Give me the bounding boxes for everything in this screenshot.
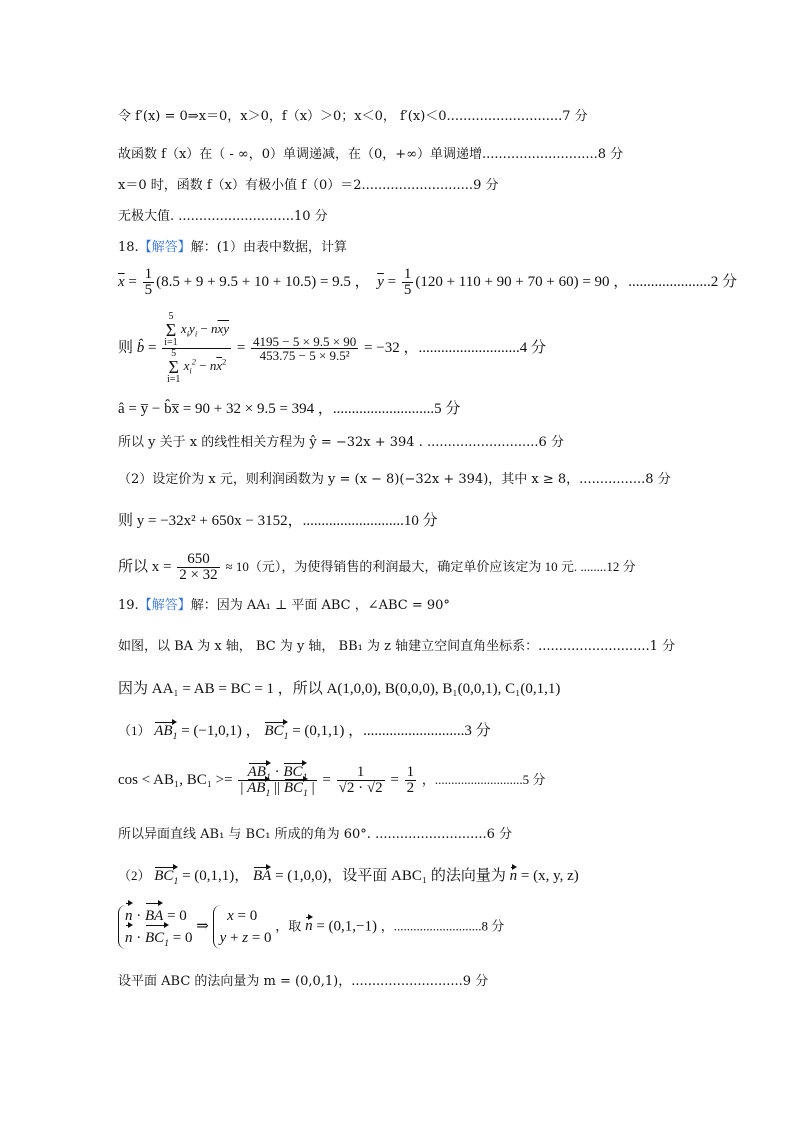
line-profit-function: （2）设定价为 x 元，则利润函数为 y = (x − 8)(−32x + 394)，其中 x ≥ 8，................8 分 — [118, 472, 671, 487]
question-number: 18. — [118, 240, 139, 255]
line-monotonic: 故函数 f（x）在（ - ∞，0）单调递减，在（0，+∞）单调递增............................8 分 — [118, 147, 624, 162]
line-cosine: cos < AB₁, BC₁ >= $\frac{AB_1 \cdot BC_1}{| AB_1 || BC_1 |}$ = $\frac{1}{√2 \cdot √2}$ = $\frac{1}{2}$ ，...........................5 分 — [118, 764, 546, 799]
question-text: 解：因为 AA₁ ⊥ 平面 ABC ，∠ABC = 90° — [190, 598, 450, 613]
line-minimum: x＝0 时，函数 f（x）有极小值 f（0）＝2...........................9 分 — [118, 178, 499, 193]
line-no-maximum: 无极大值. ............................10 分 — [118, 209, 328, 224]
line-expanded: 则 y = −32x² + 650x − 3152，...........................10 分 — [118, 513, 438, 529]
question-19-header — [118, 599, 450, 612]
line-system: n · BA = 0 $n \cdot BC_1 = 0$ ⇒ x = 0 y + z = 0 ，取 n = (0,1,−1) ，...........................8 分 — [118, 905, 504, 949]
answer-tag: 【解答】 — [138, 598, 191, 613]
line-b-hat: 则 b̂ = 5 Σ i=1 $x_iy_i - n\overline{xy}$ 5 Σ i=1 $x_i^2 - n\overline{x}^2$ = $\frac{4195 - 5 \times 9.5 \times 90}{\text{453.75 − 5 × 9.5²}}$ = −32 ，...........................4 分 — [118, 311, 546, 385]
line-a-hat: â = y̅ − b̂x̅ = 90 + 32 × 9.5 = 394 ，...........................5 分 — [118, 401, 461, 417]
line-points: 因为 AA₁ = AB = BC = 1 ，所以 A(1,0,0), B(0,0,0), B₁(0,0,1), C₁(0,1,1) — [118, 681, 561, 697]
line-derivative-zero: 令 f′(x) = 0⇒x＝0，x＞0，f（x）＞0；x＜0， f′(x)＜0............................7 分 — [118, 109, 588, 124]
line-coordinate-system: 如图，以 BA 为 x 轴， BC 为 y 轴， BB₁ 为 z 轴建立空间直角坐标系：...........................1 分 — [118, 639, 676, 654]
line-angle: 所以异面直线 AB₁ 与 BC₁ 所成的角为 60°. ...........................6 分 — [118, 827, 513, 842]
line-normal-setup: （2） $BC_1 = (0,1,1)$， BA = (1,0,0)，设平面 ABC₁ 的法向量为 n = (x, y, z) — [118, 868, 579, 887]
line-vectors: （1） $AB_1 = (-1,0,1)$ ， $BC_1 = (0,1,1)$ ，...........................3 分 — [118, 723, 491, 742]
answer-tag: 【解答】 — [138, 240, 191, 255]
question-number: 19. — [118, 598, 139, 613]
line-means: $\overline{x}$ = $\frac{1}{5}$ (8.5 + 9 + 9.5 + 10 + 10.5) = 9.5 ， $\overline{y}$ = $\frac{1}{5}$ (120 + 110 + 90 + 70 + 60) = 90 ，......................2 分 — [118, 266, 738, 298]
question-18-header — [118, 241, 347, 254]
question-text: 解：(1）由表中数据，计算 — [190, 240, 348, 255]
line-plane-abc-normal: 设平面 ABC 的法向量为 m = (0,0,1)，...........................9 分 — [118, 974, 489, 989]
line-regression: 所以 y 关于 x 的线性相关方程为 ŷ = −32x + 394 . ...........................6 分 — [118, 435, 564, 450]
line-optimum: 所以 x = $\frac{650}{2 \times 32}$ ≈ 10（元），为使得销售的利润最大，确定单价应该定为 10 元. ........12 分 — [118, 551, 636, 583]
